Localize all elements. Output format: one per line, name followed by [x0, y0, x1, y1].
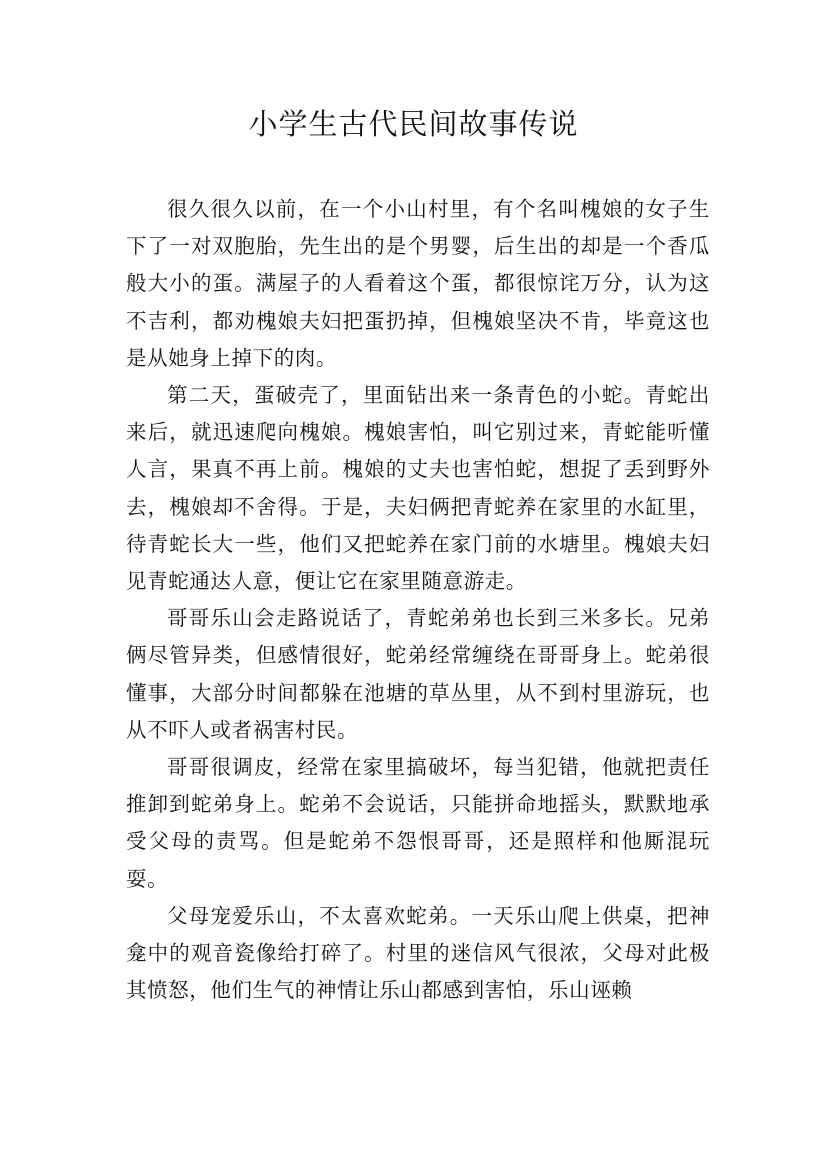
paragraph: 父母宠爱乐山，不太喜欢蛇弟。一天乐山爬上供桌，把神龛中的观音瓷像给打碎了。村里的迷信风气很浓，父母对此极其愤怒，他们生气的神情让乐山都感到害怕，乐山诬赖 — [126, 903, 710, 1003]
paragraph: 很久很久以前，在一个小山村里，有个名叫槐娘的女子生下了一对双胞胎，先生出的是个男婴，后生出的却是一个香瓜般大小的蛋。满屋子的人看着这个蛋，都很惊诧万分，认为这不吉利，都劝槐娘夫妇把蛋扔掉，但槐娘坚决不肯，毕竟这也是从她身上掉下的肉。 — [126, 197, 710, 370]
paragraph: 哥哥很调皮，经常在家里搞破坏，每当犯错，他就把责任推卸到蛇弟身上。蛇弟不会说话，只能拼命地摇头，默默地承受父母的责骂。但是蛇弟不怨恨哥哥，还是照样和他厮混玩耍。 — [126, 755, 710, 891]
paragraph: 第二天，蛋破壳了，里面钻出来一条青色的小蛇。青蛇出来后，就迅速爬向槐娘。槐娘害怕，叫它别过来，青蛇能听懂人言，果真不再上前。槐娘的丈夫也害怕蛇，想捉了丢到野外去，槐娘却不舍得。于是，夫妇俩把青蛇养在家里的水缸里，待青蛇长大一些，他们又把蛇养在家门前的水塘里。槐娘夫妇见青蛇通达人意，便让它在家里随意游走。 — [126, 383, 710, 594]
paragraph: 哥哥乐山会走路说话了，青蛇弟弟也长到三米多长。兄弟俩尽管异类，但感情很好，蛇弟经常缠绕在哥哥身上。蛇弟很懂事，大部分时间都躲在池塘的草丛里，从不到村里游玩，也从不吓人或者祸害村民。 — [126, 606, 710, 742]
document-body — [126, 191, 710, 1009]
document-title: 小学生古代民间故事传说 — [248, 107, 579, 141]
